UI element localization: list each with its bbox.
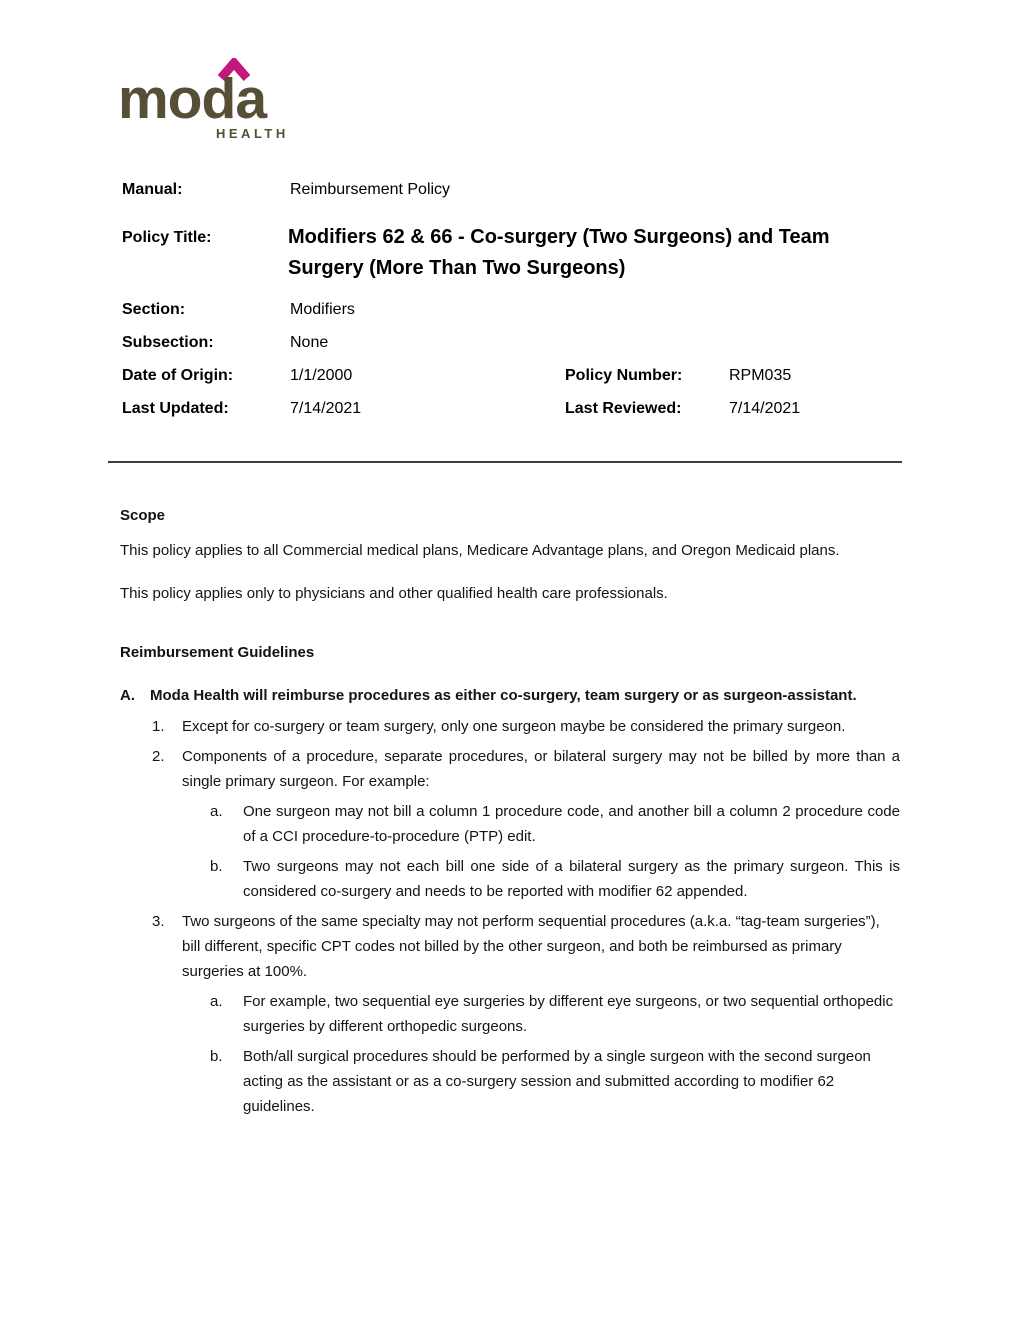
guideline-item-3b [210,1044,900,1119]
list-marker: 2. [152,748,165,765]
scope-paragraph-2: This policy applies only to physicians and other qualified health care professionals. [120,585,668,602]
scope-paragraph-1: This policy applies to all Commercial medical plans, Medicare Advantage plans, and Oregon Medicaid plans. [120,542,840,559]
list-marker: A. [120,687,135,704]
list-marker: b. [210,1048,223,1065]
date-of-origin-value: 1/1/2000 [290,367,353,384]
document-body [120,505,900,1124]
subsection-value: None [290,334,329,351]
guideline-item-3 [152,909,900,984]
list-text: Two surgeons may not each bill one side of a bilateral surgery as the primary surgeon. This is considered co-surgery and needs to be reported with modifier 62 appended. [243,858,900,900]
date-of-origin-label: Date of Origin: [122,367,234,384]
list-marker: a. [210,803,223,820]
policy-title-value: Modifiers 62 & 66 - Co-surgery (Two Surgeons) and Team Surgery (More Than Two Surgeons) [288,226,830,279]
reimbursement-guidelines-heading: Reimbursement Guidelines [120,644,315,661]
section-value: Modifiers [290,301,355,318]
guideline-item-3a [210,989,900,1039]
last-updated-value: 7/14/2021 [290,400,362,417]
policy-number-value: RPM035 [729,367,792,384]
list-marker: a. [210,993,223,1010]
guideline-item-1 [152,714,900,739]
policy-title-label: Policy Title: [122,229,212,246]
list-marker: 3. [152,913,165,930]
guideline-item-A [120,683,900,708]
last-reviewed-label: Last Reviewed: [565,400,682,417]
guideline-item-2a [210,799,900,849]
section-label: Section: [122,301,186,318]
guideline-item-2b [210,854,900,904]
logo-brand-text: moda [118,67,267,131]
manual-label: Manual: [122,181,183,198]
list-text: Moda Health will reimburse procedures as either co-surgery, team surgery or as surgeon-assistant. [150,687,857,704]
list-marker: b. [210,858,223,875]
last-reviewed-value: 7/14/2021 [729,400,801,417]
list-text: Two surgeons of the same specialty may not perform sequential procedures (a.k.a. “tag-team surgeries”), bill different, specific CPT codes not billed by the other surgeon, and both be reimbursed as primary surgeries at 100%. [182,913,880,980]
last-updated-label: Last Updated: [122,400,229,417]
list-text: Except for co-surgery or team surgery, only one surgeon maybe be considered the primary surgeon. [182,718,846,735]
list-text: For example, two sequential eye surgeries by different eye surgeons, or two sequential orthopedic surgeries by different orthopedic surgeons. [243,993,894,1035]
logo-tagline-text: HEALTH [216,126,289,141]
header-divider [108,461,902,463]
list-text: Both/all surgical procedures should be performed by a single surgeon with the second surgeon acting as the assistant or as a co-surgery session and submitted according to modifier 62 guidelines. [243,1048,871,1115]
scope-heading: Scope [120,507,166,524]
list-text: Components of a procedure, separate procedures, or bilateral surgery may not be billed by more than a single primary surgeon. For example: [182,748,900,790]
subsection-label: Subsection: [122,334,214,351]
policy-number-label: Policy Number: [565,367,683,384]
moda-health-logo [120,56,290,148]
list-marker: 1. [152,718,165,735]
guideline-item-2 [152,744,900,794]
manual-value: Reimbursement Policy [290,181,451,198]
list-text: One surgeon may not bill a column 1 procedure code, and another bill a column 2 procedure code of a CCI procedure-to-procedure (PTP) edit. [243,803,900,845]
